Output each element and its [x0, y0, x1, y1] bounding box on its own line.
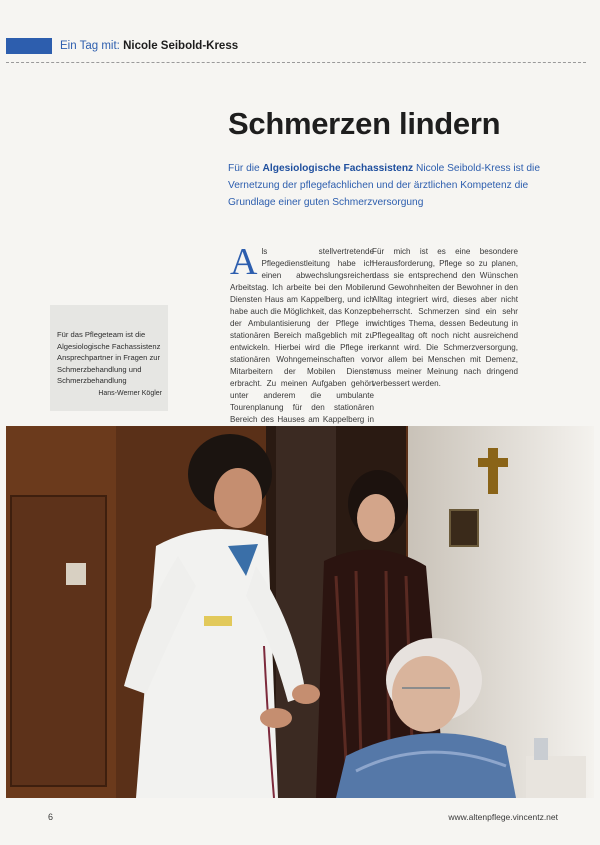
- header-divider: [6, 62, 586, 63]
- section-header: [60, 38, 238, 54]
- body-column-2: [372, 246, 518, 390]
- lead-text-start: Für die: [228, 163, 263, 174]
- page-number: 6: [48, 812, 54, 822]
- pull-quote-text: Für das Pflegeteam ist die Algesiologische Fachassistenz Ansprechpartner in Fragen zur Schmerzbehandlung und Schmerzbehandlung: [57, 330, 161, 385]
- header-accent-bar: [6, 38, 52, 54]
- article-title: Schmerzen lindern: [228, 106, 501, 141]
- article-photo: [6, 426, 594, 798]
- body-column-1-text: ls stellvertretende Pflegedienstleitung habe ich einen abwechslungsreichen Arbeitstag. Ich arbeite bei den Mobilen Diensten Haus am Kappelberg, und ich habe auch die Möglichkeit, das Konzept der Ambulantisierung der Pflege im stationären Bereich maßgeblich mit zu entwickeln. Hierbei wird die Pflege in stationären Wohngemeinschaften von Mitarbeitern der Mobilen Dienste erbracht. Zu meinen Aufgaben gehört unter anderem die umbulante Tourenplanung für den stationären Bereich des Hauses am Kappelberg in: [230, 247, 374, 424]
- article-lead: [228, 160, 558, 211]
- header-prefix: Ein Tag mit:: [60, 40, 120, 52]
- body-column-1: [230, 241, 374, 438]
- pull-quote-author: Hans-Werner Kögler: [98, 389, 162, 397]
- header-person-name: Nicole Seibold-Kress: [123, 40, 239, 52]
- footer-url[interactable]: www.altenpflege.vincentz.net: [448, 812, 558, 822]
- photo-illustration: [6, 426, 594, 798]
- body-column-2-text: Für mich ist es eine besondere Herausforderung, Pflege so zu planen, dass sie entsprechend den Wünschen und Gewohnheiten der Bewohner in den Alltag integriert wird, dieses aber nicht beherrscht. Schmerzen sind ein sehr wichtiges Thema, dessen Bedeutung in Pflegealltag oft noch nicht ausreichend erkannt wird. Die Schmerzversorgung, vor allem bei Menschen mit Demenz, muss meiner Meinung nach dringend verbessert werden.: [372, 247, 518, 388]
- pull-quote-box: [50, 305, 168, 411]
- lead-highlight: Algesiologische Fachassistenz: [262, 163, 414, 174]
- lead-text-end: Nicole Seibold-Kress ist die Vernetzung der pflegefachlichen und der ärztlichen Kompetenz die Grundlage einer guten Schmerzversorgung: [228, 163, 540, 208]
- drop-cap: A: [230, 241, 258, 283]
